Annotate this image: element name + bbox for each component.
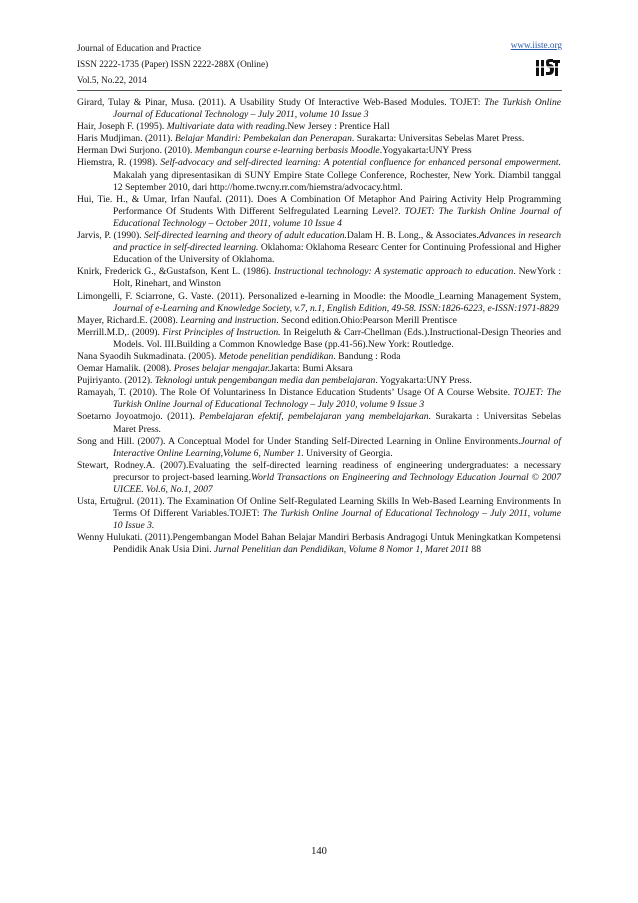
reference-italic-text: The Turkish Online Journal of Educational Technology – July 2011, volume 10 Issue 3. — [113, 508, 561, 532]
header-divider — [77, 90, 562, 91]
reference-text: Hair, Joseph F. (1995). — [77, 121, 167, 133]
reference-entry — [77, 460, 561, 496]
reference-text: University of Georgia. — [303, 447, 393, 459]
journal-name: Journal of Education and Practice — [77, 43, 201, 53]
reference-text: . NewYork : Holt, Rinehart, and Winston — [113, 266, 561, 290]
reference-text: Haris Mudjiman. (2011). — [77, 133, 175, 145]
reference-italic-text: Self-advocacy and self-directed learning: A potential confluence for enhanced personal empowerment. — [160, 157, 561, 169]
reference-text: Wenny Hulukati. (2011).Pengembangan Model Bahan Belajar Mandiri Berbasis Andragogi Untuk Meningkatkan Kompetensi Pendidik Anak Usia Dini. — [77, 532, 561, 556]
reference-text: Jarvis, P. (1990). — [77, 230, 145, 242]
reference-entry — [77, 496, 561, 532]
reference-text: Hui, Tie. H., & Umar, Irfan Naufal. (2011). Does A Combination Of Metaphor And Pairing Activity Help Programming Performance Of Students With Different Selfregulated Learning Level?. — [77, 193, 561, 217]
reference-italic-text: Journal of Interactive Online Learning,Volume 6, Number 1. — [113, 435, 561, 459]
reference-text: 88 — [469, 544, 481, 556]
reference-entry — [77, 133, 561, 145]
reference-text: Merrill.M.D,. (2009). — [77, 326, 163, 338]
reference-text: Stewart, Rodney.A. (2007).Evaluating the self-directed learning readiness of engineering undergraduates: a necessary precursor to project-based learning. — [77, 459, 561, 483]
reference-entry — [77, 387, 561, 411]
reference-entry — [77, 157, 561, 193]
reference-entry — [77, 436, 561, 460]
reference-text: .Yogyakarta:UNY Press — [379, 145, 472, 157]
reference-italic-text: Membangun course e-learning berbasis Moodle — [194, 145, 380, 157]
reference-entry — [77, 351, 561, 363]
reference-entry — [77, 266, 561, 290]
reference-italic-text: Teknologi untuk pengembangan media dan pembelajaran — [154, 375, 376, 387]
reference-text: Makalah yang dipresentasikan di SUNY Empire State College Conference, Rochester, New York. Diambil tanggal 12 September 2010, dari http://home.twcny.rr.com/hiemstra/advocacy.html. — [113, 169, 561, 193]
reference-italic-text: Jurnal Penelitian dan Pendidikan, Volume 8 Nomor 1, Maret 2011 — [214, 544, 469, 556]
reference-text: Ramayah, T. (2010). The Role Of Voluntariness In Distance Education Students’ Usage Of A Course Website. — [77, 387, 514, 399]
reference-entry — [77, 194, 561, 230]
reference-text: Dalam H. B. Long., & Associates. — [346, 230, 479, 242]
reference-entry — [77, 327, 561, 351]
reference-italic-text: Instructional technology: A systematic approach to education — [274, 266, 514, 278]
reference-text: Usta, Ertuğrul. (2011). The Examination Of Online Self-Regulated Learning Skills In Web-Based Learning Environments In Terms Of Different Variables.TOJET: — [77, 496, 561, 520]
reference-italic-text: Multivariate data with reading. — [166, 121, 288, 133]
reference-italic-text: Pembelajaran efektif, pembelajaran yang membelajarkan — [199, 411, 429, 423]
reference-text: Hiemstra, R. (1998). — [77, 157, 161, 169]
reference-text: Knirk, Frederick G., &Gustafson, Kent L. (1986). — [77, 266, 275, 278]
reference-text: Mayer, Richard.E. (2008). — [77, 314, 181, 326]
reference-text: Pujiriyanto. (2012). — [77, 375, 155, 387]
reference-italic-text: First Principles of Instruction. — [162, 326, 281, 338]
iiste-logo-icon — [534, 57, 560, 79]
reference-italic-text: Proses belajar mengajar. — [173, 363, 271, 375]
reference-italic-text: Belajar Mandiri: Pembekalan dan Penerapan — [174, 133, 352, 145]
reference-italic-text: Metode penelitian pendidikan — [218, 350, 334, 362]
reference-entry — [77, 411, 561, 435]
reference-italic-text: The Turkish Online Journal of Educational Technology – July 2011, volume 10 Issue 3 — [113, 97, 561, 121]
reference-list — [77, 97, 561, 557]
volume-line: Vol.5, No.22, 2014 — [77, 75, 147, 85]
reference-text: Herman Dwi Surjono. (2010). — [77, 145, 195, 157]
reference-italic-text: World Transactions on Engineering and Technology Education Journal © 2007 UICEE. Vol.6, No.1, 2007 — [113, 471, 562, 495]
reference-text: Girard, Tulay & Pinar, Musa. (2011). A Usability Study Of Interactive Web-Based Modules. TOJET: — [77, 97, 485, 108]
reference-italic-text: TOJET: The Turkish Online Journal of Educational Technology – July 2010, volume 9 Issue 3 — [113, 387, 562, 411]
reference-entry — [77, 291, 561, 315]
reference-text: . Surakarta : Universitas Sebelas Maret Press. — [113, 411, 561, 435]
reference-text: Jakarta: Bumi Aksara — [270, 363, 353, 375]
reference-text: Song and Hill. (2007). A Conceptual Model for Under Standing Self-Directed Learning in Online Environments. — [77, 435, 521, 447]
reference-text: . Yogyakarta:UNY Press. — [375, 375, 472, 387]
reference-italic-text: Journal of e-Learning and Knowledge Society, v.7, n.1, English Edition, 49-58. ISSN:1826-6223, e-ISSN:1971-8829 — [113, 302, 559, 314]
issn-line: ISSN 2222-1735 (Paper) ISSN 2222-288X (Online) — [77, 59, 269, 69]
journal-url-link[interactable]: www.iiste.org — [510, 40, 562, 50]
reference-entry — [77, 145, 561, 157]
reference-text: Soetarno Joyoatmojo. (2011). — [77, 411, 200, 423]
reference-entry — [77, 375, 561, 387]
reference-text: Oklahoma: Oklahoma Researc Center for Continuing Professional and Higher Education of the University of Oklahoma. — [113, 242, 561, 266]
reference-text: In Reigeluth & Carr-Chellman (Eds.).Instructional-Design Theories and Models. Vol. III.Building a Common Knowledge Base (pp.41-56).New York: Routledge. — [113, 326, 561, 350]
reference-entry — [77, 97, 561, 121]
reference-text: . Bandung : Roda — [333, 350, 401, 362]
reference-entry — [77, 363, 561, 375]
reference-entry — [77, 230, 561, 266]
reference-entry — [77, 315, 561, 327]
reference-text: New Jersey : Prentice Hall — [287, 121, 390, 133]
reference-italic-text: Advances in research and practice in self-directed learning. — [113, 230, 562, 254]
reference-italic-text: TOJET: The Turkish Online Journal of Educational Technology – October 2011, volume 10 Issue 4 — [113, 205, 561, 229]
reference-entry — [77, 121, 561, 133]
page-number: 140 — [311, 846, 327, 857]
reference-italic-text: Learning and instruction — [180, 314, 277, 326]
page-header — [77, 40, 562, 88]
reference-text: Nana Syaodih Sukmadinata. (2005). — [77, 350, 219, 362]
reference-text: Oemar Hamalik. (2008). — [77, 363, 174, 375]
reference-text: Limongelli, F. Sciarrone, G. Vaste. (2011). Personalized e-learning in Moodle: the Moodle_Learning Management System, — [77, 290, 561, 302]
reference-italic-text: Self-directed learning and theory of adult education. — [144, 230, 347, 242]
reference-text: . Surakarta: Universitas Sebelas Maret Press. — [351, 133, 525, 145]
reference-entry — [77, 532, 561, 556]
reference-text: . Second edition.Ohio:Pearson Merill Prentisce — [276, 314, 457, 326]
